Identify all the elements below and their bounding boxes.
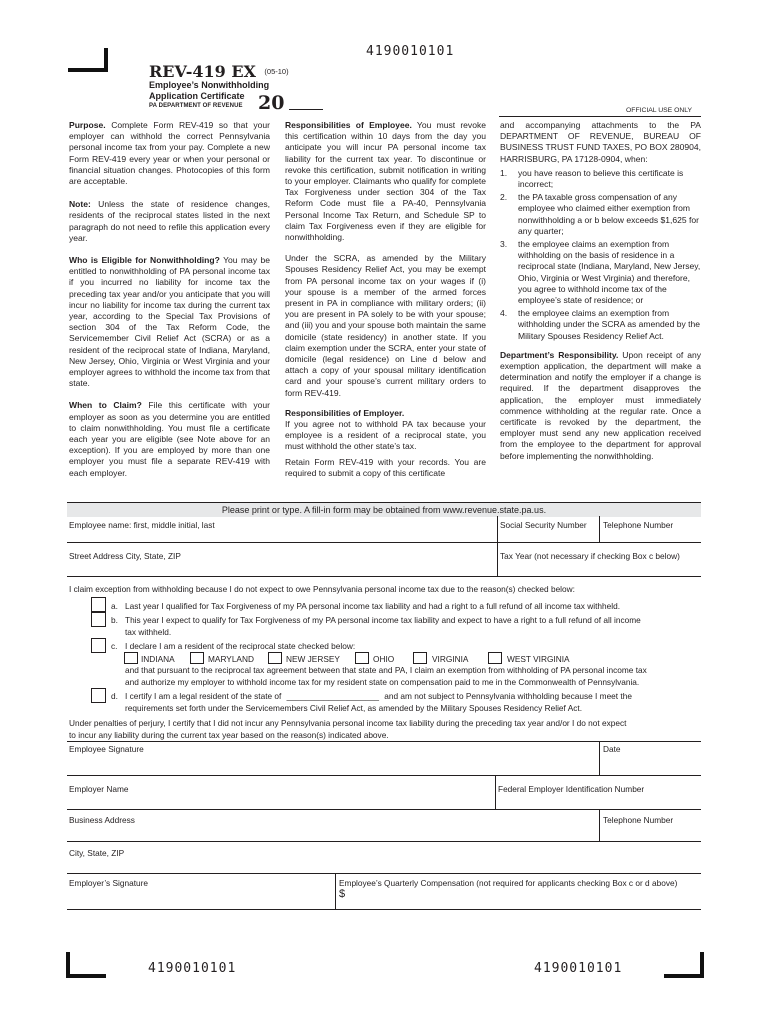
condition-item: 1. you have reason to believe this certificate is incorrect; — [500, 167, 684, 190]
note-heading: Note: — [69, 199, 91, 210]
barcode-number-top: 4190010101 — [366, 44, 455, 59]
checkbox-option-d[interactable] — [91, 688, 106, 703]
employer-name-input[interactable] — [69, 795, 492, 808]
form-title-line1: Employee’s Nonwithholding — [149, 80, 270, 90]
ssn-input[interactable] — [500, 530, 596, 541]
employer-name-label: Employer Name — [69, 784, 129, 794]
divider-tax-year — [497, 542, 498, 576]
scra-paragraph — [285, 253, 486, 399]
form-title — [149, 80, 269, 102]
option-c-letter: c. — [111, 641, 118, 651]
resp-employee-text: You must revoke this certification within 10 days from the day you anticipate you will incur PA personal income tax liability for the current tax year. To discontinue or revoke this certification, submit notification in writing to your employer. Claimants who qualify for complete Tax Forgiveness under section 304 of the Tax Reform Code must file a PA-40, Pennsylvania Personal Income Tax Return, and Schedule SP to claim Tax Forgiveness even if they are eligible for nonwithholding. — [285, 120, 486, 243]
date-label: Date — [603, 744, 621, 754]
option-d-part1: I certify I am a legal resident of the state of — [125, 691, 282, 701]
business-phone-input[interactable] — [603, 826, 699, 840]
rule-bottom — [67, 909, 701, 910]
resp-employer-text-1: If you agree not to withhold PA tax because your employee is a resident of a reciprocal state, you must withhold the other state’s tax. — [285, 419, 486, 452]
employee-name-label: Employee name: first, middle initial, last — [69, 520, 215, 530]
quarterly-compensation-label: Employee’s Quarterly Compensation (not required for applicants checking Box c or d above) — [339, 878, 678, 888]
purpose-paragraph — [69, 120, 270, 187]
resp-employer-heading: Responsibilities of Employer. — [285, 407, 405, 418]
rule-after-city — [67, 873, 701, 874]
checkbox-state-maryland[interactable] — [190, 652, 204, 664]
checkbox-state-west-virginia[interactable] — [488, 652, 502, 664]
rule-after-signature — [67, 775, 701, 776]
barcode-number-bottom-right: 4190010101 — [534, 961, 623, 976]
phone-label: Telephone Number — [603, 520, 674, 530]
state-label-west-virginia: WEST VIRGINIA — [507, 654, 570, 664]
option-a-letter: a. — [111, 601, 118, 611]
condition-item: 4. the employee claims an exemption from withholding under the SCRA as amended by the Military Spouses Residency Relief Act. — [500, 308, 700, 341]
option-c-text: I declare I am a resident of the reciprocal state checked below: — [125, 641, 356, 651]
form-banner — [67, 502, 701, 517]
employer-signature-label: Employer’s Signature — [69, 878, 149, 888]
condition-item: 3. the employee claims an exemption from withholding on the basis of residence in a reciprocal state (Indiana, Maryland, New Jersey, Ohio, Virginia or West Virginia) and therefore, you agree to withhold income tax of the employee’s state of residence; or — [500, 239, 701, 306]
employee-name-input[interactable] — [69, 530, 494, 541]
corner-mark-top-left — [68, 48, 108, 72]
option-b-text-line1: This year I expect to qualify for Tax Forgiveness of my PA personal income tax liability and expect to have a right to a full refund of all income — [125, 615, 641, 625]
when-text: File this certificate with your employer as soon as you determine you are entitled to claim nonwithholding. You must file a certificate each year you are eligible (see Note above for an exception). If you are employed by more than one employer you must file a separate REV-419 with each employer. — [69, 400, 270, 478]
option-d-letter: d. — [111, 691, 118, 701]
rule-after-business — [67, 841, 701, 842]
tax-year-label: Tax Year (not necessary if checking Box c below) — [500, 551, 680, 561]
rule-after-name — [67, 542, 701, 543]
tax-year-field — [258, 92, 323, 114]
state-label-ohio: OHIO — [373, 654, 395, 664]
checkbox-state-ohio[interactable] — [355, 652, 369, 664]
checkbox-option-a[interactable] — [91, 597, 106, 612]
dept-paragraph — [500, 350, 701, 462]
corner-mark-bottom-left — [66, 952, 106, 978]
eligible-text: You may be entitled to nonwithholding of PA personal income tax if you incurred no liability for income tax the preceding tax year and/or you anticipate that you will incur no liability for income tax during the current tax year, according to the Special Tax Provisions of section 304 of the Tax Reform Code, the Servicemember Civil Relief Act (SCRA) or as a resident of the reciprocal state of Indiana, Maryland, New Jersey, Ohio, Virginia or West Virginia and your employer agrees to withhold the income tax from that state. — [69, 255, 271, 389]
tax-year-prefix: 20 — [258, 92, 285, 114]
street-label: Street Address City, State, ZIP — [69, 551, 181, 561]
when-heading: When to Claim? — [69, 400, 142, 411]
state-label-virginia: VIRGINIA — [432, 654, 469, 664]
submission-conditions-list — [500, 168, 701, 342]
resp-employer-paragraph-2 — [285, 457, 486, 479]
col3-intro: and accompanying attachments to the PA DEPARTMENT OF REVENUE, BUREAU OF BUSINESS TRUST FUND TAXES, PO BOX 280904, HARRISBURG, PA 17128-0904, when: — [500, 120, 701, 164]
option-c-text-line2: and that pursuant to the reciprocal tax agreement between that state and PA, I claim an exemption from withholding of PA personal income tax — [125, 665, 647, 675]
option-c-text-line3: and authorize my employer to withhold income tax for my resident state on compensation paid to me in the Commonwealth of Pennsylvania. — [125, 677, 640, 687]
form-banner-text: Please print or type. A fill-in form may be obtained from www.revenue.state.pa.us. — [221, 505, 547, 515]
note-paragraph — [69, 199, 270, 244]
ssn-label: Social Security Number — [500, 520, 587, 530]
perjury-line-2: to incur any liability during the current tax year based on the reason(s) indicated above. — [69, 730, 389, 740]
employer-signature-field[interactable] — [69, 889, 331, 908]
purpose-text: Complete Form REV-419 so that your employer can withhold the correct Pennsylvania personal income tax from your pay. Complete a new Form REV-419 every year or when your personal or financial situation changes. Photocopies of this form are acceptable. — [69, 120, 271, 187]
state-label-maryland: MARYLAND — [208, 654, 254, 664]
dept-text: Upon receipt of any exemption application, the department will make a determination and notify the employer if a change is required. If the department disapproves the application, the employer must immediately commence withholding at the regular rate. Once a certificate is revoked by the department, the employer must send any new application received from the employee to the department for approval before implementing the nonwithholding. — [500, 349, 701, 461]
fein-label: Federal Employer Identification Number — [498, 784, 645, 794]
instructions-column-2 — [285, 120, 486, 479]
header-rule — [499, 116, 701, 117]
option-b-letter: b. — [111, 615, 118, 625]
option-d-text — [125, 691, 632, 701]
street-input[interactable] — [69, 562, 494, 575]
when-paragraph — [69, 400, 270, 478]
scra-text: Under the SCRA, as amended by the Military Spouses Residency Relief Act, you may be exempt from PA personal income tax on your wages if (i) your spouse is a member of the armed forces present in PA in compliance with military orders; (ii) you are present in PA solely to be with your spouse; and (iii) you and your spouse both maintain the same domicile (state residency) in another state. If you claim exemption under the SCRA, enter your state of domicile (legal residence) on Line d below and attach a copy of your spousal military identification card and your spouse’s current military orders to form REV-419. — [285, 253, 486, 398]
state-label-indiana: INDIANA — [141, 654, 175, 664]
resp-employee-paragraph — [285, 120, 486, 243]
form-number-text: REV-419 EX — [149, 62, 256, 81]
divider-quarterly — [335, 873, 336, 909]
state-label-new-jersey: NEW JERSEY — [286, 654, 340, 664]
corner-mark-bottom-right — [664, 952, 704, 978]
condition-item: 2. the PA taxable gross compensation of any employee who claimed either exemption from nonwithholding a or b below exceeds $1,625 for any quarter; — [500, 192, 700, 236]
claim-intro: I claim exception from withholding because I do not expect to owe Pennsylvania personal income tax due to the reason(s) checked below: — [69, 584, 575, 594]
checkbox-option-b[interactable] — [91, 612, 106, 627]
barcode-number-bottom-left: 4190010101 — [148, 961, 237, 976]
date-field[interactable] — [603, 756, 699, 773]
checkbox-state-virginia[interactable] — [413, 652, 427, 664]
eligible-paragraph — [69, 255, 270, 389]
city-state-zip-label: City, State, ZIP — [69, 848, 125, 858]
checkbox-state-indiana[interactable] — [124, 652, 138, 664]
quarterly-compensation-input[interactable] — [349, 889, 698, 908]
dept-heading: Department’s Responsibility. — [500, 349, 619, 360]
resp-employee-heading: Responsibilities of Employee. — [285, 120, 412, 130]
instructions-column-1 — [69, 120, 270, 479]
official-use-label: OFFICIAL USE ONLY — [626, 107, 693, 114]
perjury-line-1: Under penalties of perjury, I certify that I did not incur any Pennsylvania personal income tax liability during the preceding tax year and/or I do not expect — [69, 718, 627, 728]
checkbox-option-c[interactable] — [91, 638, 106, 653]
divider-date — [599, 741, 600, 775]
option-a-text: Last year I qualified for Tax Forgiveness of my PA personal income tax liability and had a right to a full refund of all income tax withheld. — [125, 601, 621, 611]
option-d-state-blank[interactable]: ____________________ — [286, 691, 379, 701]
form-title-line2: Application Certificate — [149, 91, 245, 101]
business-address-input[interactable] — [69, 826, 594, 840]
business-address-label: Business Address — [69, 815, 135, 825]
divider-business-phone — [599, 809, 600, 841]
instructions-column-3 — [500, 120, 701, 462]
form-number — [149, 62, 289, 82]
divider-ssn — [497, 516, 498, 542]
business-phone-label: Telephone Number — [603, 815, 674, 825]
tax-year-input[interactable] — [500, 562, 698, 575]
employee-signature-label: Employee Signature — [69, 744, 144, 754]
city-state-zip-input[interactable] — [69, 859, 699, 872]
rule-after-street — [67, 576, 701, 577]
divider-phone — [599, 516, 600, 542]
option-b-text-line2: tax withheld. — [125, 627, 172, 637]
option-d-part2: and am not subject to Pennsylvania withholding because I meet the — [384, 691, 632, 701]
resp-employer-paragraph-1 — [285, 419, 486, 453]
resp-employer-heading-line — [285, 408, 486, 419]
employee-signature-field[interactable] — [69, 756, 594, 773]
eligible-heading: Who is Eligible for Nonwithholding? — [69, 255, 220, 266]
option-d-text-line2: requirements set forth under the Servicemembers Civil Relief Act, as amended by the Military Spouses Residency Relief Act. — [125, 703, 582, 713]
form-revision: (05-10) — [264, 67, 289, 76]
tax-year-blank[interactable] — [289, 95, 323, 110]
purpose-heading: Purpose. — [69, 120, 106, 130]
note-text: Unless the state of residence changes, residents of the reciprocal states listed in the next paragraph do not need to refile this application every year. — [69, 199, 270, 243]
phone-input[interactable] — [603, 530, 699, 541]
rule-after-perjury — [67, 741, 701, 742]
rule-after-employer — [67, 809, 701, 810]
checkbox-state-new-jersey[interactable] — [268, 652, 282, 664]
fein-input[interactable] — [498, 795, 698, 808]
dollar-sign: $ — [339, 888, 346, 900]
resp-employer-text-2: Retain Form REV-419 with your records. You are required to submit a copy of this certificate — [285, 456, 486, 478]
divider-fein — [495, 775, 496, 809]
department-name: PA DEPARTMENT OF REVENUE — [149, 103, 243, 109]
